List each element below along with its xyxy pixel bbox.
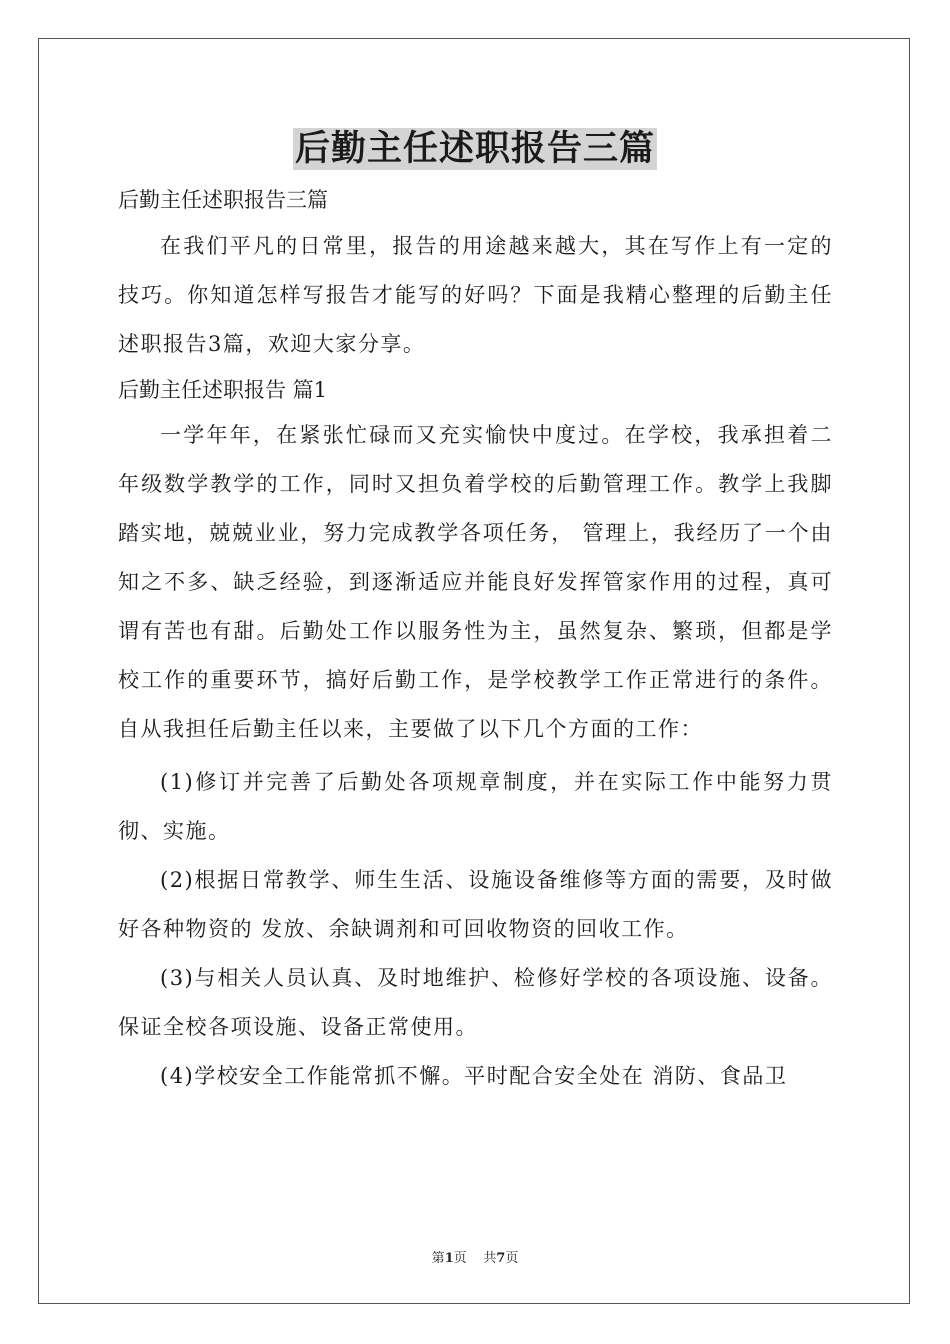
title-container xyxy=(0,128,950,170)
footer-prefix: 第 xyxy=(431,1251,445,1266)
list-item-1: (1)修订并完善了后勤处各项规章制度，并在实际工作中能努力贯彻、实施。 xyxy=(118,770,833,843)
document-body xyxy=(118,180,833,1101)
section-heading: 后勤主任述职报告 篇1 xyxy=(118,378,328,402)
list-item-3: (3)与相关人员认真、及时地维护、检修好学校的各项设施、设备。保证全校各项设施、设备正常使用。 xyxy=(118,966,833,1039)
list-item-4: (4)学校安全工作能常抓不懈。平时配合安全处在 消防、食品卫 xyxy=(160,1064,788,1088)
subtitle: 后勤主任述职报告三篇 xyxy=(118,188,328,212)
footer-page-current: 1 xyxy=(444,1251,454,1266)
intro-paragraph: 在我们平凡的日常里，报告的用途越来越大，其在写作上有一定的技巧。你知道怎样写报告才能写的好吗？下面是我精心整理的后勤主任述职报告3篇，欢迎大家分享。 xyxy=(118,234,833,356)
body-paragraph: 一学年年，在紧张忙碌而又充实愉快中度过。在学校，我承担着二年级数学教学的工作，同时又担负着学校的后勤管理工作。教学上我脚踏实地，兢兢业业，努力完成教学各项任务， 管理上，我经历了一个由知之不多、缺乏经验，到逐渐适应并能良好发挥管家作用的过程，真可谓有苦也有甜。后勤处工作以服务性为主，虽然复杂、繁琐，但都是学校工作的重要环节，搞好后勤工作，是学校教学工作正常进行的条件。自从我担任后勤主任以来，主要做了以下几个方面的工作： xyxy=(118,423,833,741)
page-footer xyxy=(0,1247,950,1266)
list-item-2: (2)根据日常教学、师生生活、设施设备维修等方面的需要，及时做好各种物资的 发放、余缺调剂和可回收物资的回收工作。 xyxy=(118,868,833,941)
footer-suffix: 页 xyxy=(505,1251,519,1266)
footer-page-total: 7 xyxy=(496,1251,506,1266)
document-title: 后勤主任述职报告三篇 xyxy=(294,129,655,169)
footer-mid: 页 共 xyxy=(453,1251,497,1266)
